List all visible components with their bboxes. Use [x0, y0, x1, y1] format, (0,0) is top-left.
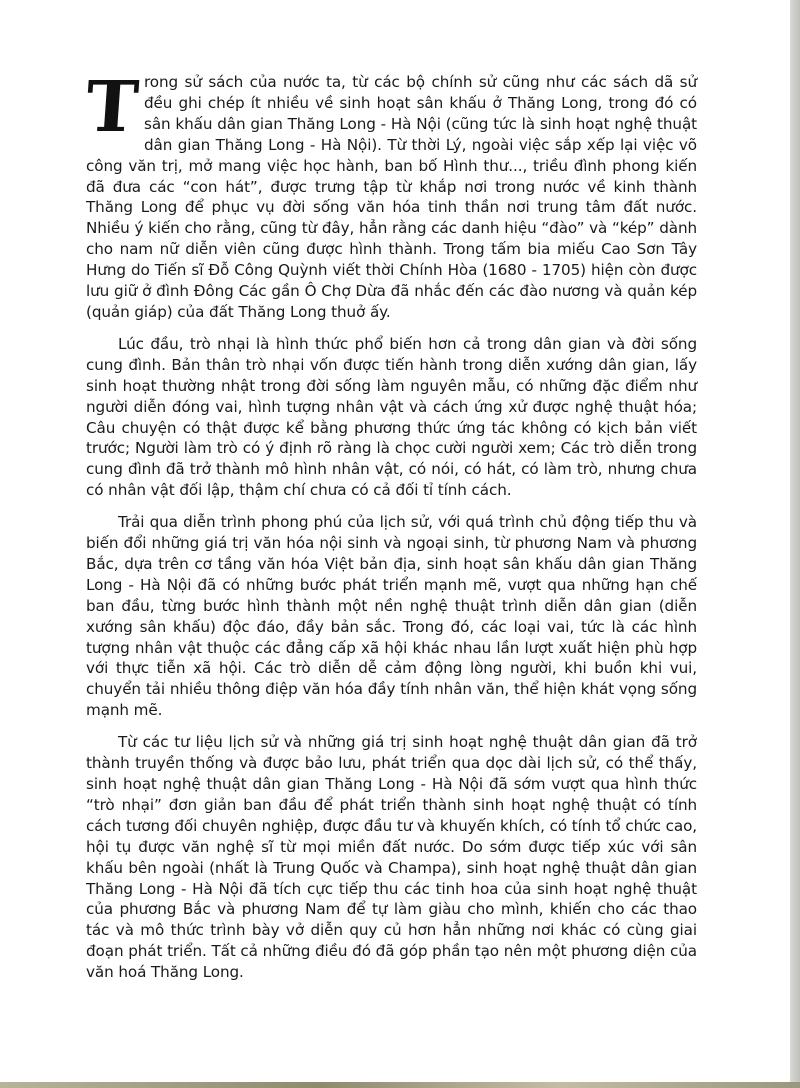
paragraph-4: Từ các tư liệu lịch sử và những giá trị sinh hoạt nghệ thuật dân gian đã trở thành truyền thống và được bảo lưu, phát triển qua dọc dài lịch sử, có thể thấy, sinh hoạt nghệ thuật dân gian Thăng Long - Hà Nội đã sớm vượt qua hình thức “trò nhại” đơn giản ban đầu để phát triển thành sinh hoạt nghệ thuật có tính cách tương đối chuyên nghiệp, được đầu tư và khuyến khích, có tính tổ chức cao, hội tụ được văn nghệ sĩ từ mọi miền đất nước. Do sớm được tiếp xúc với sân khấu bên ngoài (nhất là Trung Quốc và Champa), sinh hoạt nghệ thuật dân gian Thăng Long - Hà Nội đã tích cực tiếp thu các tinh hoa của sinh hoạt nghệ thuật của phương Bắc và phương Nam để tự làm giàu cho mình, khiến cho các thao tác và mô thức trình bày vở diễn quy củ hơn hẳn những nơi khác có cùng giai đoạn phát triển. Tất cả những điều đó đã góp phần tạo nên một phương diện của văn hoá Thăng Long.	[86, 733, 697, 982]
background-strip	[0, 1082, 800, 1088]
paragraph-3: Trải qua diễn trình phong phú của lịch sử, với quá trình chủ động tiếp thu và biến đổi những giá trị văn hóa nội sinh và ngoại sinh, từ phương Nam và phương Bắc, dựa trên cơ tầng văn hóa Việt bản địa, sinh hoạt sân khấu dân gian Thăng Long - Hà Nội đã có những bước phát triển mạnh mẽ, vượt qua những hạn chế ban đầu, từng bước hình thành một nền nghệ thuật trình diễn dân gian (diễn xướng sân khấu) độc đáo, đầy bản sắc. Trong đó, các loại vai, tức là các hình tượng nhân vật thuộc các đẳng cấp xã hội khác nhau lần lượt xuất hiện phù hợp với thực tiễn xã hội. Các trò diễn dễ cảm động lòng người, khi buồn khi vui, chuyển tải nhiều thông điệp văn hóa đầy tính nhân văn, thể hiện khát vọng sống mạnh mẽ.	[86, 513, 697, 720]
drop-cap: T	[83, 65, 141, 148]
paragraph-1-text: rong sử sách của nước ta, từ các bộ chính sử cũng như các sách dã sử đều ghi chép ít nhiều về sinh hoạt sân khấu ở Thăng Long, trong đó có sân khấu dân gian Thăng Long - Hà Nội (cũng tức là sinh hoạt nghệ thuật dân gian Thăng Long - Hà Nội). Từ thời Lý, ngoài việc sắp xếp lại việc võ công văn trị, mở mang việc học hành, ban bố Hình thư..., triều đình phong kiến đã đưa các “con hát”, được trưng tập từ khắp nơi trong nước về kinh thành Thăng Long để phục vụ đời sống văn hóa tinh thần nơi trung tâm đất nước. Nhiều ý kiến cho rằng, cũng từ đây, hẳn rằng các danh hiệu “đào” và “kép” dành cho nam nữ diễn viên cũng được hình thành. Trong tấm bia miếu Cao Sơn Tây Hưng do Tiến sĩ Đỗ Công Quỳnh viết thời Chính Hòa (1680 - 1705) hiện còn được lưu giữ ở đình Đông Các gần Ô Chợ Dừa đã nhắc đến các đào nương và quản kép (quản giáp) của đất Thăng Long thuở ấy.	[86, 73, 697, 321]
paragraph-1	[83, 65, 697, 323]
article-body	[83, 65, 697, 994]
paragraph-2: Lúc đầu, trò nhại là hình thức phổ biến hơn cả trong dân gian và đời sống cung đình. Bản thân trò nhại vốn được tiến hành trong diễn xướng dân gian, lấy sinh hoạt thường nhật trong đời sống làm nguyên mẫu, có những đặc điểm như người diễn đóng vai, hình tượng nhân vật và cách ứng xử được nghệ thuật hóa; Câu chuyện có thật được kể bằng phương thức ứng tác không có kịch bản viết trước; Người làm trò có ý định rõ ràng là chọc cười người xem; Các trò diễn trong cung đình đã trở thành mô hình nhân vật, có nói, có hát, có làm trò, nhưng chưa có nhân vật đối lập, thậm chí chưa có cả đối tỉ tính cách.	[86, 334, 697, 500]
page-edge-shadow	[790, 0, 800, 1082]
